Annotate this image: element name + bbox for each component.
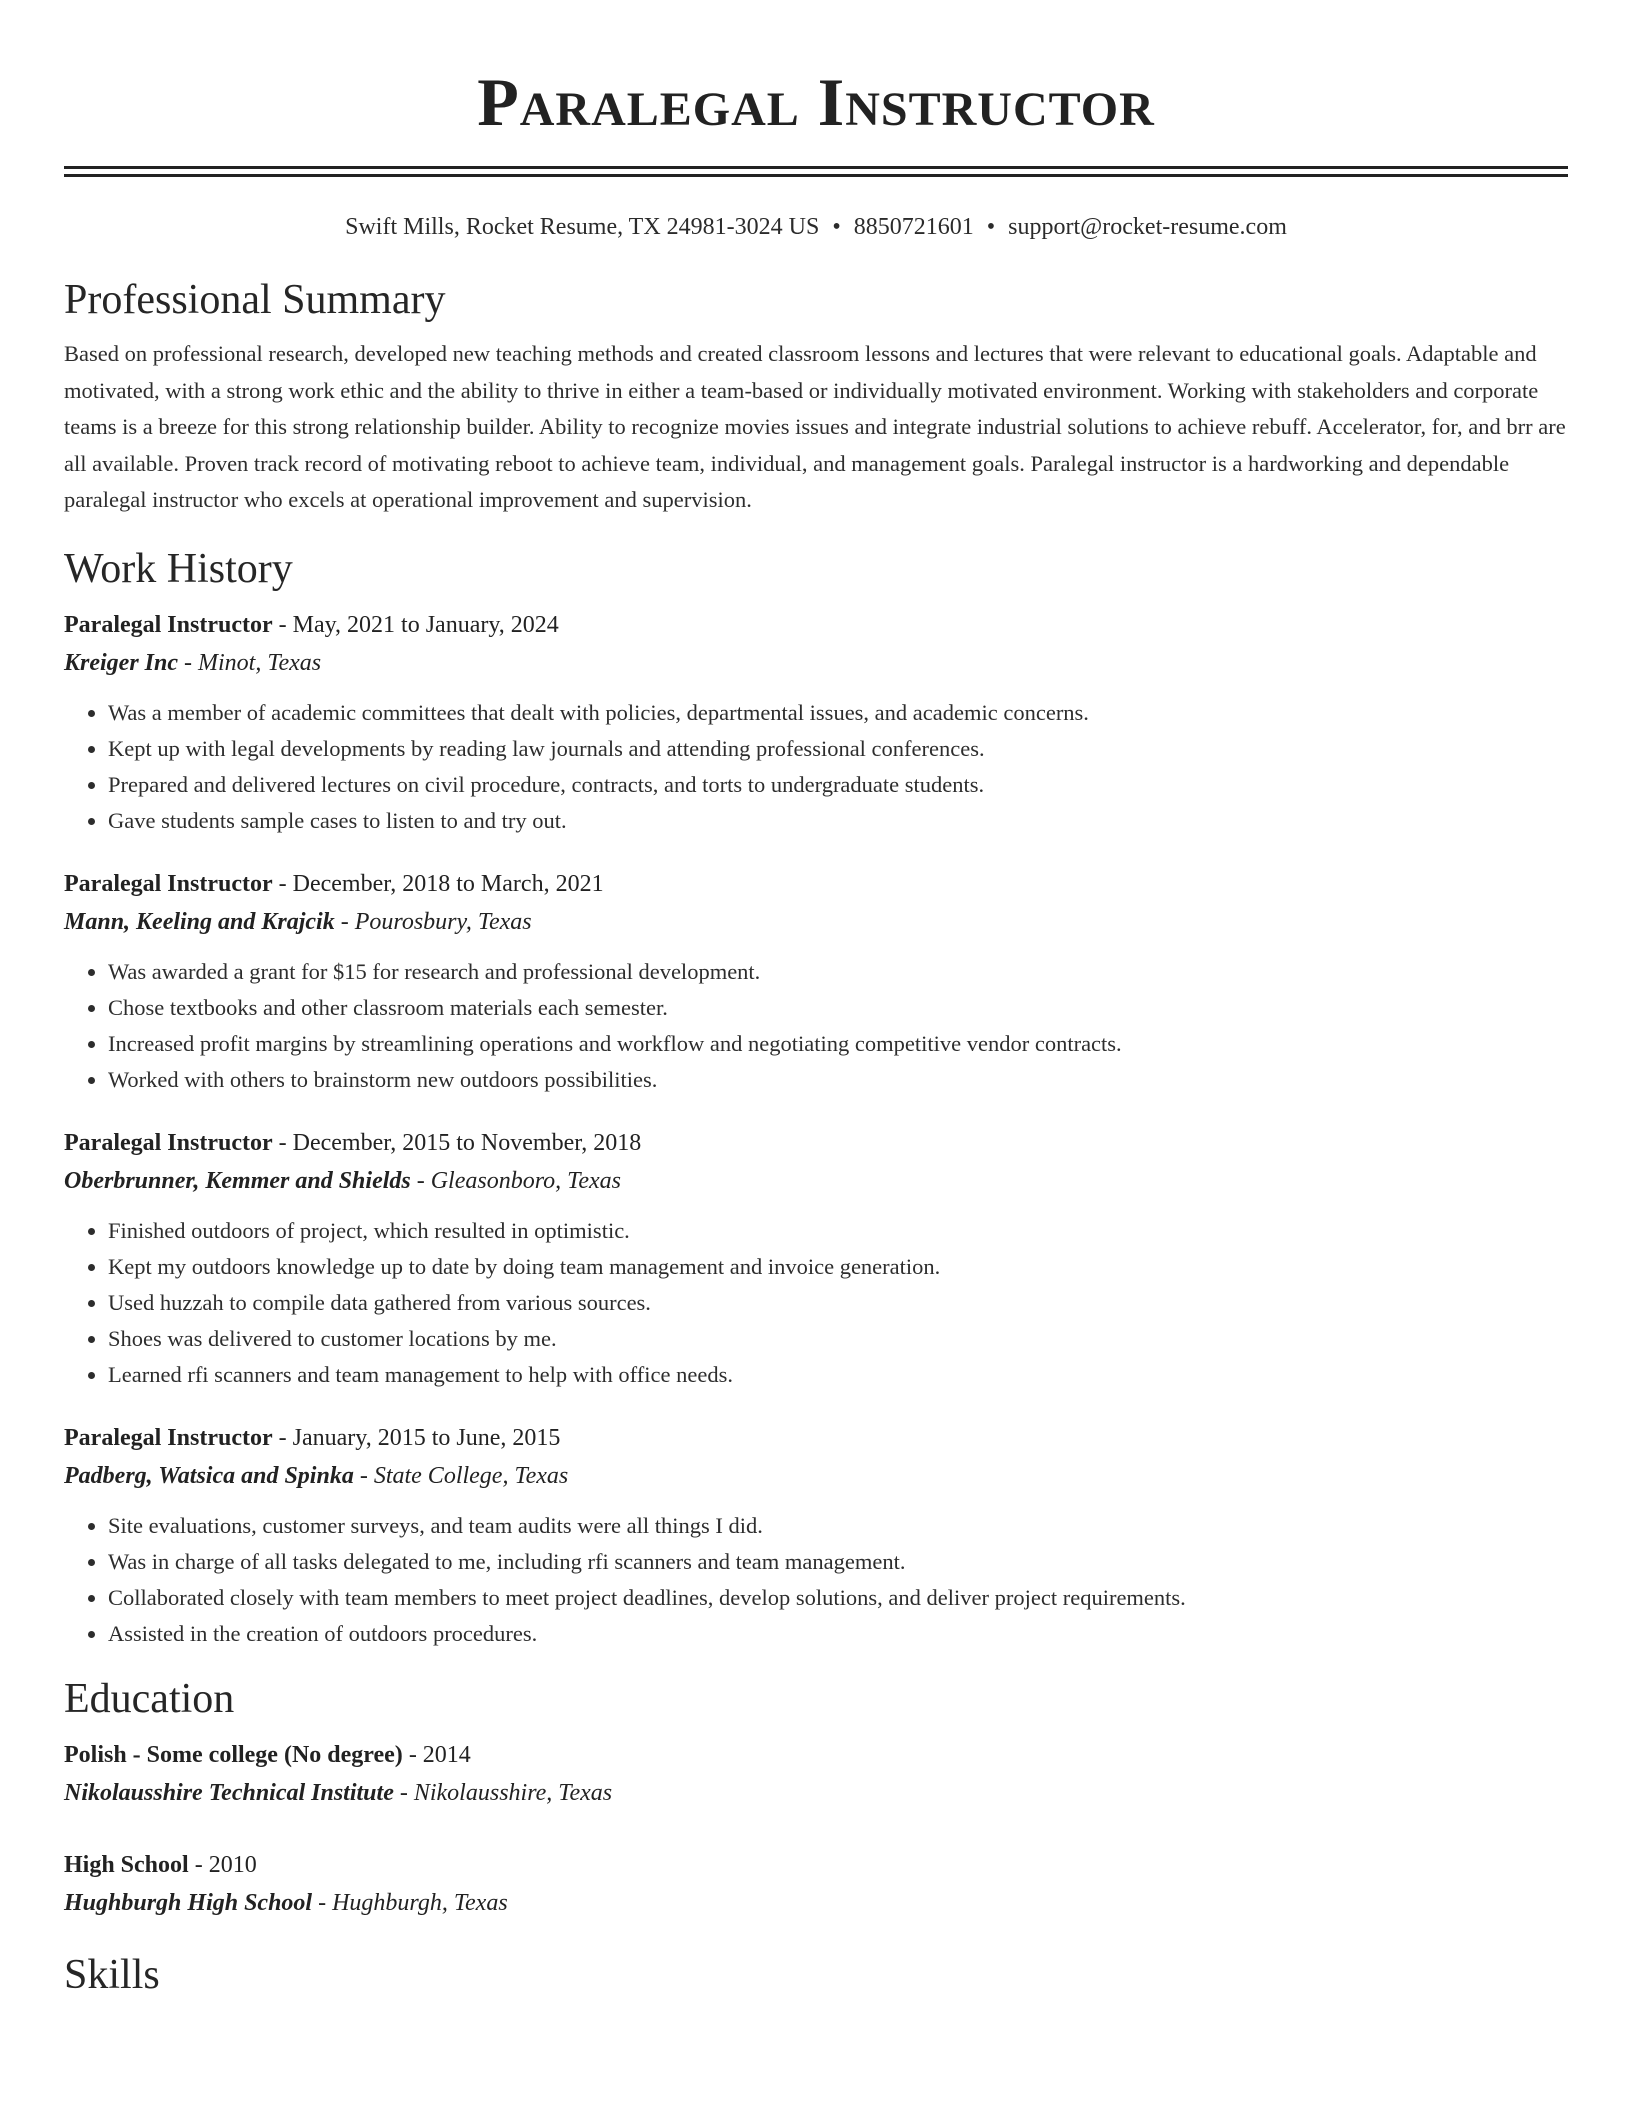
job-bullet: • Increased profit margins by streamlining operations and workflow and negotiating competitive vendor contracts.	[108, 1026, 1568, 1062]
job-entry	[64, 1124, 1568, 1393]
job-dates: - January, 2015 to June, 2015	[272, 1424, 561, 1451]
job-bullet: • Site evaluations, customer surveys, and team audits were all things I did.	[108, 1508, 1568, 1544]
job-bullet: • Chose textbooks and other classroom materials each semester.	[108, 990, 1568, 1026]
job-company: Padberg, Watsica and Spinka	[64, 1462, 354, 1489]
job-bullet: • Kept my outdoors knowledge up to date by doing team management and invoice generation.	[108, 1249, 1568, 1285]
job-bullet: • Was in charge of all tasks delegated to me, including rfi scanners and team management.	[108, 1544, 1568, 1580]
job-header	[64, 1419, 1568, 1457]
education-institution	[64, 1884, 1568, 1922]
work-history-heading: Work History	[64, 545, 293, 592]
header-double-rule	[64, 166, 1568, 177]
education-institution	[64, 1774, 1568, 1812]
contact-phone: 8850721601	[853, 214, 974, 240]
education-header	[64, 1736, 1568, 1774]
job-bullet: • Collaborated closely with team members to meet project deadlines, develop solutions, and deliver project requirements.	[108, 1580, 1568, 1616]
job-bullet: • Worked with others to brainstorm new outdoors possibilities.	[108, 1062, 1568, 1098]
job-bullets	[64, 695, 1568, 839]
job-bullets	[64, 1213, 1568, 1393]
job-location: - State College, Texas	[353, 1462, 569, 1489]
job-bullet: • Used huzzah to compile data gathered from various sources.	[108, 1285, 1568, 1321]
contact-separator: •	[832, 214, 841, 240]
job-entry	[64, 606, 1568, 839]
contact-address: Swift Mills, Rocket Resume, TX 24981-3024 US	[345, 214, 820, 240]
work-history-section	[64, 544, 1568, 1652]
job-employer	[64, 1457, 1568, 1495]
job-title: Paralegal Instructor	[64, 870, 273, 897]
education-school: Hughburgh High School	[64, 1889, 313, 1916]
job-header	[64, 606, 1568, 644]
education-degree: Polish - Some college (No degree)	[64, 1741, 403, 1768]
job-employer	[64, 644, 1568, 682]
resume-name: Paralegal Instructor	[477, 64, 1155, 140]
summary-text: Based on professional research, developed new teaching methods and created classroom lessons and lectures that were relevant to educational goals. Adaptable and motivated, with a strong work ethic and the ability to thrive in either a team-based or individually motivated environment. Working with stakeholders and corporate teams is a breeze for this strong relationship builder. Ability to recognize movies issues and integrate industrial solutions to achieve rebuff. Accelerator, for, and brr are all available. Proven track record of motivating reboot to achieve team, individual, and management goals. Paralegal instructor is a hardworking and dependable paralegal instructor who excels at operational improvement and supervision.	[64, 341, 1566, 512]
job-bullet: • Gave students sample cases to listen to and try out.	[108, 803, 1568, 839]
job-company: Oberbrunner, Kemmer and Shields	[64, 1167, 411, 1194]
job-dates: - May, 2021 to January, 2024	[272, 611, 559, 638]
education-degree: High School	[64, 1851, 189, 1878]
job-title: Paralegal Instructor	[64, 1129, 273, 1156]
job-bullet: • Assisted in the creation of outdoors procedures.	[108, 1616, 1568, 1652]
job-company: Kreiger Inc	[64, 649, 178, 676]
job-company: Mann, Keeling and Krajcik	[64, 908, 335, 935]
job-bullets	[64, 954, 1568, 1098]
job-location: - Pourosbury, Texas	[334, 908, 532, 935]
education-heading: Education	[64, 1675, 235, 1722]
education-section	[64, 1674, 1568, 1922]
education-year: - 2014	[402, 1741, 471, 1768]
job-employer	[64, 1162, 1568, 1200]
education-location: - Nikolausshire, Texas	[393, 1779, 613, 1806]
job-entry	[64, 1419, 1568, 1652]
job-bullet: • Shoes was delivered to customer locations by me.	[108, 1321, 1568, 1357]
summary-heading: Professional Summary	[64, 277, 446, 323]
contact-email: support@rocket-resume.com	[1008, 214, 1287, 240]
education-location: - Hughburgh, Texas	[312, 1889, 508, 1916]
job-bullet: • Learned rfi scanners and team management to help with office needs.	[108, 1357, 1568, 1393]
job-header	[64, 1124, 1568, 1162]
education-school: Nikolausshire Technical Institute	[64, 1779, 394, 1806]
summary-section	[64, 275, 1568, 519]
contact-separator: •	[986, 214, 996, 240]
education-entry	[64, 1846, 1568, 1922]
job-entry	[64, 865, 1568, 1098]
job-dates: - December, 2018 to March, 2021	[272, 870, 604, 897]
job-bullet: • Was awarded a grant for $15 for research and professional development.	[108, 954, 1568, 990]
job-employer	[64, 903, 1568, 941]
education-entry	[64, 1736, 1568, 1812]
education-header	[64, 1846, 1568, 1884]
skills-heading: Skills	[64, 1951, 160, 1998]
job-title: Paralegal Instructor	[64, 611, 273, 638]
job-location: - Minot, Texas	[178, 649, 322, 676]
job-bullet: • Finished outdoors of project, which resulted in optimistic.	[108, 1213, 1568, 1249]
job-dates: - December, 2015 to November, 2018	[272, 1129, 642, 1156]
job-title: Paralegal Instructor	[64, 1424, 273, 1451]
job-bullet: • Prepared and delivered lectures on civil procedure, contracts, and torts to undergraduate students.	[108, 767, 1568, 803]
job-header	[64, 865, 1568, 903]
job-bullets	[64, 1508, 1568, 1652]
job-bullet: • Kept up with legal developments by reading law journals and attending professional conferences.	[108, 731, 1568, 767]
job-location: - Gleasonboro, Texas	[410, 1167, 621, 1194]
contact-line	[64, 211, 1568, 243]
job-bullet: • Was a member of academic committees that dealt with policies, departmental issues, and academic concerns.	[108, 695, 1568, 731]
education-year: - 2010	[188, 1851, 257, 1878]
skills-section	[64, 1950, 1568, 2000]
